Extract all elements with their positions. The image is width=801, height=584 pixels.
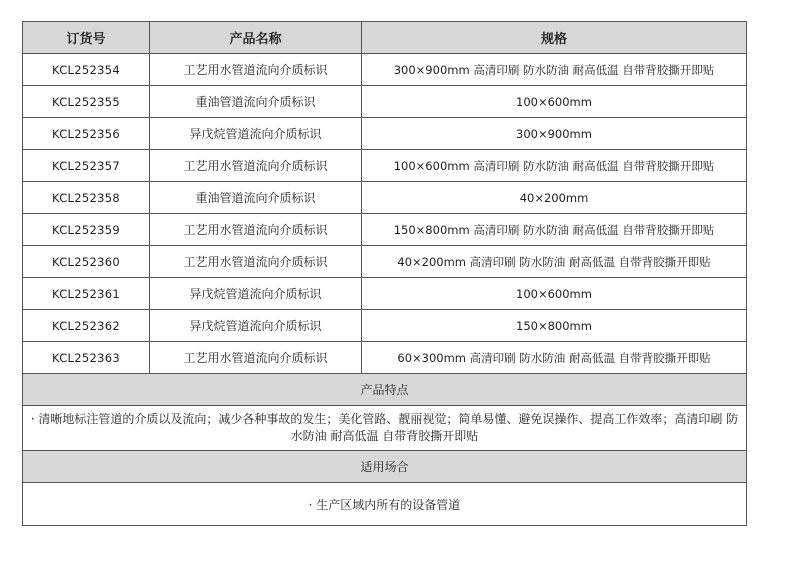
order-number-cell: KCL252361 bbox=[23, 278, 150, 310]
specification-cell: 40×200mm 高清印刷 防水防油 耐高低温 自带背胶撕开即贴 bbox=[362, 246, 747, 278]
product-spec-table bbox=[22, 21, 747, 526]
table-row bbox=[23, 54, 747, 86]
usage-title: 适用场合 bbox=[23, 451, 747, 483]
table-row bbox=[23, 310, 747, 342]
order-number-cell: KCL252355 bbox=[23, 86, 150, 118]
specification-cell: 40×200mm bbox=[362, 182, 747, 214]
order-number-cell: KCL252357 bbox=[23, 150, 150, 182]
header-product-name: 产品名称 bbox=[150, 22, 362, 54]
specification-cell: 300×900mm 高清印刷 防水防油 耐高低温 自带背胶撕开即贴 bbox=[362, 54, 747, 86]
order-number-cell: KCL252363 bbox=[23, 342, 150, 374]
table-row bbox=[23, 118, 747, 150]
features-body-row bbox=[23, 406, 747, 451]
order-number-cell: KCL252354 bbox=[23, 54, 150, 86]
product-name-cell: 工艺用水管道流向介质标识 bbox=[150, 54, 362, 86]
specification-cell: 300×900mm bbox=[362, 118, 747, 150]
header-specification: 规格 bbox=[362, 22, 747, 54]
table-row bbox=[23, 342, 747, 374]
order-number-cell: KCL252358 bbox=[23, 182, 150, 214]
specification-cell: 100×600mm 高清印刷 防水防油 耐高低温 自带背胶撕开即贴 bbox=[362, 150, 747, 182]
features-title: 产品特点 bbox=[23, 374, 747, 406]
product-name-cell: 工艺用水管道流向介质标识 bbox=[150, 214, 362, 246]
specification-cell: 60×300mm 高清印刷 防水防油 耐高低温 自带背胶撕开即贴 bbox=[362, 342, 747, 374]
usage-text: · 生产区域内所有的设备管道 bbox=[23, 483, 747, 526]
usage-body-row bbox=[23, 483, 747, 526]
usage-header-row bbox=[23, 451, 747, 483]
order-number-cell: KCL252362 bbox=[23, 310, 150, 342]
specification-cell: 100×600mm bbox=[362, 278, 747, 310]
product-name-cell: 工艺用水管道流向介质标识 bbox=[150, 342, 362, 374]
table-row bbox=[23, 86, 747, 118]
product-name-cell: 异戊烷管道流向介质标识 bbox=[150, 310, 362, 342]
table-row bbox=[23, 150, 747, 182]
product-name-cell: 重油管道流向介质标识 bbox=[150, 182, 362, 214]
header-order-number: 订货号 bbox=[23, 22, 150, 54]
product-name-cell: 异戊烷管道流向介质标识 bbox=[150, 118, 362, 150]
features-text: · 清晰地标注管道的介质以及流向；减少各种事故的发生；美化管路、靓丽视觉；简单易懂、避免误操作、提高工作效率；高清印刷 防水防油 耐高低温 自带背胶撕开即贴 bbox=[23, 406, 747, 451]
product-name-cell: 异戊烷管道流向介质标识 bbox=[150, 278, 362, 310]
table-row bbox=[23, 214, 747, 246]
features-header-row bbox=[23, 374, 747, 406]
specification-cell: 150×800mm 高清印刷 防水防油 耐高低温 自带背胶撕开即贴 bbox=[362, 214, 747, 246]
table-row bbox=[23, 246, 747, 278]
table-row bbox=[23, 182, 747, 214]
order-number-cell: KCL252356 bbox=[23, 118, 150, 150]
specification-cell: 100×600mm bbox=[362, 86, 747, 118]
order-number-cell: KCL252359 bbox=[23, 214, 150, 246]
table-header-row bbox=[23, 22, 747, 54]
table-row bbox=[23, 278, 747, 310]
product-name-cell: 工艺用水管道流向介质标识 bbox=[150, 246, 362, 278]
order-number-cell: KCL252360 bbox=[23, 246, 150, 278]
specification-cell: 150×800mm bbox=[362, 310, 747, 342]
product-name-cell: 重油管道流向介质标识 bbox=[150, 86, 362, 118]
product-name-cell: 工艺用水管道流向介质标识 bbox=[150, 150, 362, 182]
